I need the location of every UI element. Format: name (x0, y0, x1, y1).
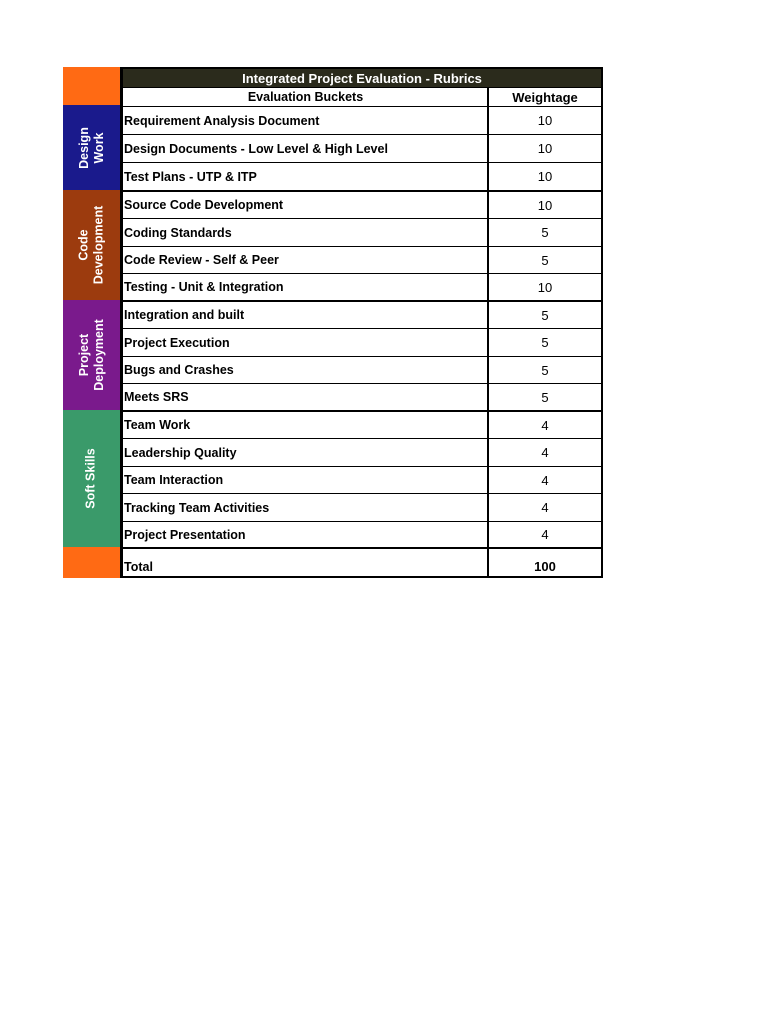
bucket-name: Bugs and Crashes (123, 357, 489, 383)
category-label-line: Development (91, 205, 106, 285)
bucket-weight: 5 (541, 307, 549, 323)
bucket-name: Team Work (123, 412, 489, 438)
bucket-weight: 4 (541, 417, 549, 433)
table-row (123, 219, 601, 247)
bucket-name: Project Execution (123, 329, 489, 356)
total-value: 100 (534, 559, 556, 574)
bucket-weight: 10 (537, 169, 553, 184)
bucket-weight: 10 (537, 141, 553, 156)
bucket-weight: 10 (537, 197, 553, 213)
table-row (123, 274, 601, 302)
table-row (123, 467, 601, 494)
category-label-line: Project (76, 333, 91, 377)
bucket-name: Leadership Quality (123, 439, 489, 466)
table-row (123, 522, 601, 549)
total-label: Total (123, 549, 489, 576)
bucket-name: Integration and built (123, 302, 489, 328)
table-row (123, 412, 601, 439)
category-label-line: Work (91, 131, 106, 164)
category-label-line: Soft Skills (84, 448, 98, 509)
rubric-table (121, 67, 603, 578)
bucket-weight: 5 (541, 252, 549, 268)
bucket-name: Code Review - Self & Peer (123, 247, 489, 273)
bucket-name: Tracking Team Activities (123, 494, 489, 521)
table-header-row (123, 88, 601, 107)
column-header-buckets: Evaluation Buckets (123, 88, 489, 106)
table-row (123, 163, 601, 192)
table-row (123, 107, 601, 135)
bucket-weight: 5 (541, 362, 549, 378)
bucket-name: Design Documents - Low Level & High Level (123, 135, 489, 162)
total-corner-cell (63, 547, 121, 578)
bucket-name: Meets SRS (123, 384, 489, 410)
category-code-development (63, 190, 121, 300)
table-row (123, 357, 601, 384)
category-label-line: Design (76, 126, 91, 169)
bucket-weight: 4 (541, 500, 549, 515)
bucket-name: Test Plans - UTP & ITP (123, 163, 489, 190)
table-row (123, 192, 601, 219)
table-row (123, 329, 601, 357)
table-row (123, 247, 601, 274)
rubric-sheet (63, 67, 603, 578)
bucket-name: Team Interaction (123, 467, 489, 493)
column-header-weightage: Weightage (512, 89, 578, 105)
bucket-weight: 5 (541, 389, 549, 405)
bucket-name: Testing - Unit & Integration (123, 274, 489, 300)
bucket-weight: 5 (541, 225, 549, 240)
bucket-weight: 5 (541, 335, 549, 350)
bucket-weight: 10 (537, 113, 553, 128)
category-design-work (63, 105, 121, 190)
table-title: Integrated Project Evaluation - Rubrics (123, 69, 601, 88)
category-soft-skills (63, 410, 121, 547)
category-label-line: Deployment (91, 319, 106, 391)
bucket-weight: 4 (541, 445, 549, 460)
bucket-name: Project Presentation (123, 522, 489, 547)
category-project-deployment (63, 300, 121, 410)
bucket-name: Requirement Analysis Document (123, 107, 489, 134)
total-row (123, 549, 601, 576)
bucket-name: Coding Standards (123, 219, 489, 246)
header-corner-cell (63, 67, 121, 105)
table-row (123, 135, 601, 163)
table-row (123, 384, 601, 412)
bucket-weight: 4 (541, 527, 549, 542)
table-row (123, 439, 601, 467)
table-row (123, 494, 601, 522)
category-label-line: Code (76, 229, 91, 261)
table-row (123, 302, 601, 329)
bucket-weight: 4 (541, 472, 549, 488)
bucket-name: Source Code Development (123, 192, 489, 218)
bucket-weight: 10 (537, 279, 553, 295)
